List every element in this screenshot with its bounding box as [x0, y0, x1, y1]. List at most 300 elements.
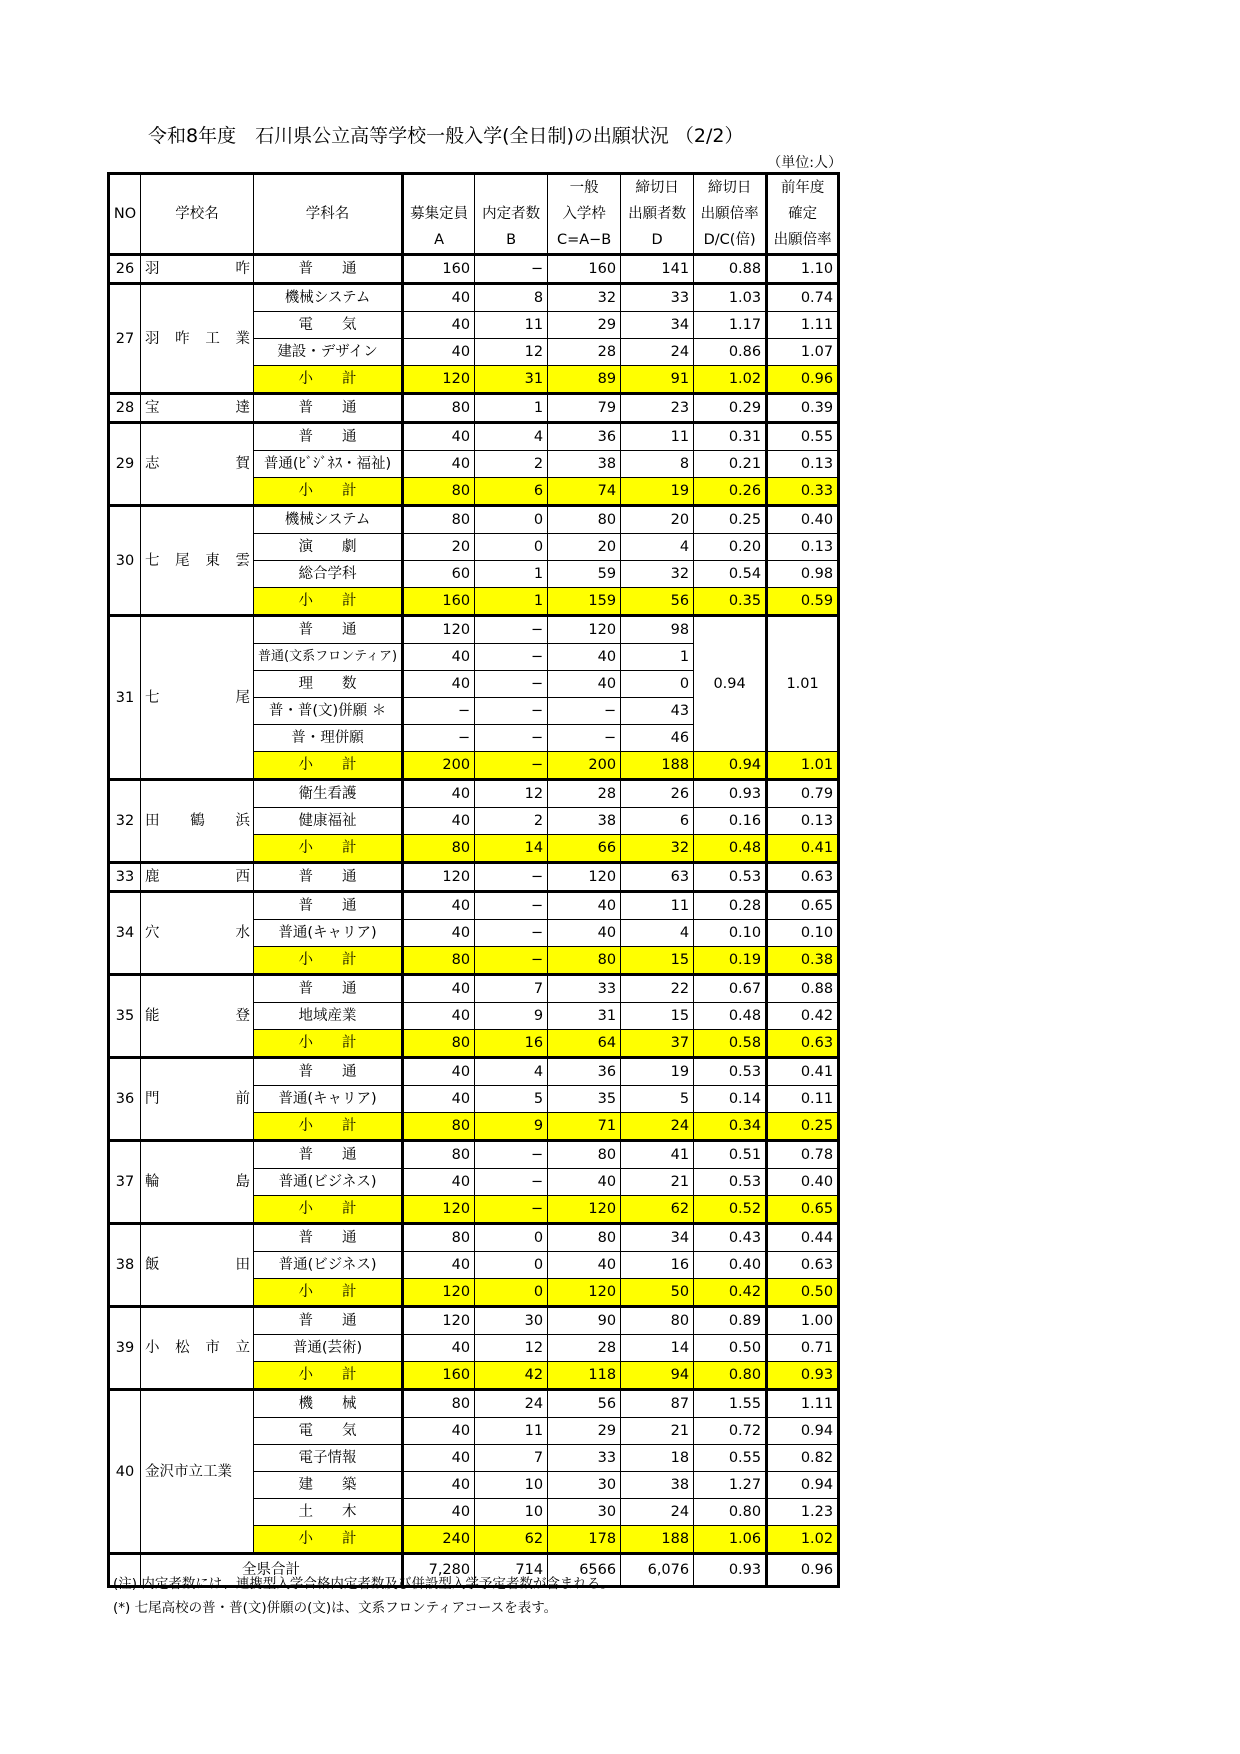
decided-b: 1 [475, 394, 548, 423]
ratio-dc: 1.02 [694, 366, 767, 394]
general-c: 28 [548, 780, 621, 808]
general-c: 66 [548, 835, 621, 863]
decided-b: 0 [475, 1224, 548, 1252]
general-c: 120 [548, 1279, 621, 1307]
decided-b: 1 [475, 588, 548, 616]
decided-b: 7 [475, 975, 548, 1003]
prev-ratio: 0.10 [767, 920, 839, 947]
table-row [109, 284, 839, 312]
decided-b: 12 [475, 780, 548, 808]
school-name-char: 尾 [175, 552, 190, 569]
prev-ratio: 0.59 [767, 588, 839, 616]
decided-b: 12 [475, 339, 548, 366]
ratio-dc: 0.53 [694, 1058, 767, 1086]
applicants-d: 43 [621, 698, 694, 725]
ratio-dc: 1.06 [694, 1526, 767, 1554]
school-name-char: 田 [145, 813, 160, 829]
school-no: 27 [109, 284, 141, 394]
general-c: 30 [548, 1499, 621, 1526]
decided-b: 12 [475, 1335, 548, 1362]
notes [113, 1572, 614, 1620]
ratio-dc: 0.93 [694, 780, 767, 808]
decided-b: − [475, 1169, 548, 1196]
school-no: 26 [109, 255, 141, 284]
table-row [109, 1058, 839, 1086]
decided-b: − [475, 947, 548, 975]
prev-ratio: 0.25 [767, 1113, 839, 1141]
general-c: 40 [548, 920, 621, 947]
decided-b: 16 [475, 1030, 548, 1058]
decided-b: 24 [475, 1390, 548, 1418]
general-c: 80 [548, 506, 621, 534]
ratio-dc: 0.21 [694, 451, 767, 478]
header-row [109, 174, 839, 255]
dept-name: 電子情報 [254, 1445, 403, 1472]
school-name-char: 尾 [235, 689, 250, 706]
general-c: 178 [548, 1526, 621, 1554]
decided-b: 5 [475, 1086, 548, 1113]
school-name-char: 島 [235, 1174, 250, 1190]
decided-b: 9 [475, 1003, 548, 1030]
applicants-d: 41 [621, 1141, 694, 1169]
general-c: 80 [548, 1224, 621, 1252]
dept-name: 総合学科 [254, 561, 403, 588]
dept-name: 普・理併願 [254, 725, 403, 752]
decided-b: 31 [475, 366, 548, 394]
ratio-dc: 0.51 [694, 1141, 767, 1169]
dept-name: 小 計 [254, 1030, 403, 1058]
school-name-char: 東 [205, 552, 220, 569]
header-dept: 学科名 [254, 174, 403, 255]
general-c: 80 [548, 1141, 621, 1169]
decided-b: 4 [475, 423, 548, 451]
prev-ratio: 0.71 [767, 1335, 839, 1362]
decided-b: − [475, 644, 548, 671]
decided-b: 11 [475, 312, 548, 339]
table-row [109, 892, 839, 920]
applicants-d: 6 [621, 808, 694, 835]
dept-name: 小 計 [254, 835, 403, 863]
school-name-char: 水 [235, 925, 250, 941]
capacity-a: 40 [403, 1252, 475, 1279]
prev-ratio: 1.10 [767, 255, 839, 284]
capacity-a: 120 [403, 1279, 475, 1307]
prev-ratio: 1.23 [767, 1499, 839, 1526]
applicants-d: 1 [621, 644, 694, 671]
prev-ratio: 1.01 [767, 752, 839, 780]
prev-ratio: 0.94 [767, 1418, 839, 1445]
decided-b: 62 [475, 1526, 548, 1554]
header-capacity: 募集定員 A [403, 174, 475, 255]
decided-b: 11 [475, 1418, 548, 1445]
general-c: 30 [548, 1472, 621, 1499]
applicants-d: 23 [621, 394, 694, 423]
applicants-d: 11 [621, 892, 694, 920]
capacity-a: 80 [403, 947, 475, 975]
header-ratio: 締切日 出願倍率 D/C(倍) [694, 174, 767, 255]
header-general: 一般 入学枠 C=A−B [548, 174, 621, 255]
dept-name: 機 械 [254, 1390, 403, 1418]
ratio-dc: 0.48 [694, 1003, 767, 1030]
prev-ratio: 0.11 [767, 1086, 839, 1113]
decided-b: 7 [475, 1445, 548, 1472]
school-name-char: 市 [205, 1340, 220, 1356]
applicants-d: 24 [621, 1499, 694, 1526]
general-c: 20 [548, 534, 621, 561]
capacity-a: 40 [403, 1335, 475, 1362]
school-no: 34 [109, 892, 141, 975]
capacity-a: 40 [403, 1499, 475, 1526]
dept-name: 普 通 [254, 892, 403, 920]
table-row [109, 780, 839, 808]
school-name [141, 1307, 254, 1390]
capacity-a: 40 [403, 1169, 475, 1196]
general-c: 28 [548, 339, 621, 366]
dept-name: 普 通 [254, 394, 403, 423]
table-row [109, 255, 839, 284]
capacity-a: 80 [403, 1113, 475, 1141]
general-c: − [548, 725, 621, 752]
prev-ratio: 1.00 [767, 1307, 839, 1335]
school-name-char: 西 [235, 869, 250, 885]
applicants-d: 63 [621, 863, 694, 892]
general-c: 71 [548, 1113, 621, 1141]
applicants-d: 56 [621, 588, 694, 616]
prev-ratio: 0.50 [767, 1279, 839, 1307]
prev-ratio: 0.96 [767, 366, 839, 394]
school-name-char: 羽 [145, 261, 160, 277]
decided-b: 14 [475, 835, 548, 863]
general-c: 29 [548, 1418, 621, 1445]
table-row [109, 423, 839, 451]
decided-b: 6 [475, 478, 548, 506]
general-c: 79 [548, 394, 621, 423]
header-prev-ratio: 前年度 確定 出願倍率 [767, 174, 839, 255]
prev-ratio: 0.13 [767, 451, 839, 478]
school-name-char: 前 [235, 1091, 250, 1107]
decided-b: 2 [475, 451, 548, 478]
applicants-d: 0 [621, 671, 694, 698]
table-row [109, 863, 839, 892]
school-no: 33 [109, 863, 141, 892]
dept-name: 普 通 [254, 863, 403, 892]
prev-ratio: 1.11 [767, 1390, 839, 1418]
capacity-a: 40 [403, 1445, 475, 1472]
school-no: 35 [109, 975, 141, 1058]
dept-name: 普通(ﾋﾞｼﾞﾈｽ・福祉) [254, 451, 403, 478]
dept-name: 普通(芸術) [254, 1335, 403, 1362]
capacity-a: 80 [403, 1390, 475, 1418]
header-no: NO [109, 174, 141, 255]
decided-b: 42 [475, 1362, 548, 1390]
capacity-a: 20 [403, 534, 475, 561]
capacity-a: 40 [403, 1418, 475, 1445]
prev-ratio: 1.11 [767, 312, 839, 339]
applicants-d: 22 [621, 975, 694, 1003]
general-c: 28 [548, 1335, 621, 1362]
dept-name: 普 通 [254, 1307, 403, 1335]
prev-ratio: 1.07 [767, 339, 839, 366]
school-no: 36 [109, 1058, 141, 1141]
school-name [141, 394, 254, 423]
school-no: 37 [109, 1141, 141, 1224]
prev-ratio: 0.82 [767, 1445, 839, 1472]
table-row [109, 1224, 839, 1252]
ratio-dc: 0.34 [694, 1113, 767, 1141]
capacity-a: 80 [403, 835, 475, 863]
general-c: 40 [548, 892, 621, 920]
ratio-dc: 0.94 [694, 752, 767, 780]
prev-ratio: 0.98 [767, 561, 839, 588]
dept-name: 電 気 [254, 312, 403, 339]
school-name [141, 1058, 254, 1141]
applicants-d: 15 [621, 1003, 694, 1030]
school-name-char: 鶴 [190, 813, 205, 829]
total-prev: 0.96 [767, 1554, 839, 1587]
applicants-d: 46 [621, 725, 694, 752]
header-decided: 内定者数 B [475, 174, 548, 255]
total-b: 714 [475, 1554, 548, 1587]
dept-name: 普 通 [254, 255, 403, 284]
ratio-dc: 0.35 [694, 588, 767, 616]
school-name [141, 1390, 254, 1554]
decided-b: − [475, 1196, 548, 1224]
capacity-a: 240 [403, 1526, 475, 1554]
applicants-d: 98 [621, 616, 694, 644]
ratio-dc: 0.29 [694, 394, 767, 423]
dept-name: 土 木 [254, 1499, 403, 1526]
dept-name: 小 計 [254, 1196, 403, 1224]
applicants-d: 32 [621, 561, 694, 588]
school-name-char: 穴 [145, 925, 160, 941]
ratio-dc: 0.52 [694, 1196, 767, 1224]
dept-name: 機械システム [254, 506, 403, 534]
decided-b: 0 [475, 534, 548, 561]
table-row [109, 1307, 839, 1335]
dept-name: 地域産業 [254, 1003, 403, 1030]
capacity-a: 40 [403, 644, 475, 671]
dept-name: 理 数 [254, 671, 403, 698]
dept-name: 普 通 [254, 975, 403, 1003]
school-name-char: 雲 [235, 552, 250, 569]
prev-ratio: 0.63 [767, 1252, 839, 1279]
applicants-d: 91 [621, 366, 694, 394]
ratio-dc: 0.50 [694, 1335, 767, 1362]
capacity-a: 40 [403, 339, 475, 366]
school-name [141, 423, 254, 506]
school-name-char: 七 [145, 552, 160, 569]
school-name-char: 鹿 [145, 869, 160, 885]
school-name-char: 田 [235, 1257, 250, 1273]
capacity-a: − [403, 725, 475, 752]
applicants-d: 19 [621, 478, 694, 506]
total-ratio: 0.93 [694, 1554, 767, 1587]
general-c: 38 [548, 808, 621, 835]
dept-name: 電 気 [254, 1418, 403, 1445]
general-c: 56 [548, 1390, 621, 1418]
dept-name: 小 計 [254, 947, 403, 975]
capacity-a: 40 [403, 1003, 475, 1030]
ratio-dc: 0.67 [694, 975, 767, 1003]
capacity-a: 40 [403, 920, 475, 947]
general-c: 33 [548, 975, 621, 1003]
dept-name: 普 通 [254, 423, 403, 451]
dept-name: 普 通 [254, 616, 403, 644]
general-c: 120 [548, 863, 621, 892]
capacity-a: − [403, 698, 475, 725]
applicants-d: 34 [621, 312, 694, 339]
decided-b: − [475, 255, 548, 284]
ratio-dc: 0.89 [694, 1307, 767, 1335]
note-2: (*) 七尾高校の普・普(文)併願の(文)は、文系フロンティアコースを表す。 [113, 1600, 558, 1616]
prev-ratio: 0.13 [767, 808, 839, 835]
applicants-d: 4 [621, 534, 694, 561]
dept-name: 普通(ビジネス) [254, 1252, 403, 1279]
school-name-char: 金沢市立工業 [145, 1463, 232, 1480]
school-name-char: 能 [145, 1008, 160, 1024]
applicants-d: 34 [621, 1224, 694, 1252]
school-name [141, 1141, 254, 1224]
applicants-d: 21 [621, 1169, 694, 1196]
school-name-char: 門 [145, 1091, 160, 1107]
table-row [109, 506, 839, 534]
capacity-a: 40 [403, 808, 475, 835]
school-name-char: 志 [145, 456, 160, 472]
school-name-char: 宝 [145, 400, 160, 416]
applicants-d: 14 [621, 1335, 694, 1362]
prev-ratio: 0.65 [767, 1196, 839, 1224]
table-row [109, 616, 839, 644]
ratio-dc: 1.03 [694, 284, 767, 312]
general-c: 36 [548, 1058, 621, 1086]
decided-b: 2 [475, 808, 548, 835]
decided-b: − [475, 752, 548, 780]
capacity-a: 80 [403, 394, 475, 423]
school-name [141, 975, 254, 1058]
ratio-merged: 0.94 [694, 616, 767, 752]
dept-name: 普・普(文)併願 ＊ [254, 698, 403, 725]
general-c: 35 [548, 1086, 621, 1113]
decided-b: − [475, 725, 548, 752]
applicants-d: 26 [621, 780, 694, 808]
capacity-a: 40 [403, 892, 475, 920]
decided-b: 1 [475, 561, 548, 588]
applicants-d: 15 [621, 947, 694, 975]
prev-ratio: 0.79 [767, 780, 839, 808]
general-c: 40 [548, 644, 621, 671]
prev-ratio: 0.63 [767, 1030, 839, 1058]
applicants-d: 37 [621, 1030, 694, 1058]
ratio-dc: 0.58 [694, 1030, 767, 1058]
capacity-a: 120 [403, 1307, 475, 1335]
ratio-dc: 0.28 [694, 892, 767, 920]
dept-name: 小 計 [254, 1113, 403, 1141]
ratio-dc: 0.42 [694, 1279, 767, 1307]
decided-b: 0 [475, 506, 548, 534]
total-a: 7,280 [403, 1554, 475, 1587]
capacity-a: 80 [403, 1141, 475, 1169]
capacity-a: 120 [403, 616, 475, 644]
table-row [109, 394, 839, 423]
capacity-a: 80 [403, 478, 475, 506]
dept-name: 演 劇 [254, 534, 403, 561]
general-c: 80 [548, 947, 621, 975]
prev-ratio: 0.13 [767, 534, 839, 561]
school-name-char: 工 [205, 330, 220, 347]
capacity-a: 120 [403, 863, 475, 892]
school-name [141, 616, 254, 780]
school-no: 28 [109, 394, 141, 423]
prev-ratio: 0.40 [767, 506, 839, 534]
applicants-d: 24 [621, 339, 694, 366]
general-c: 118 [548, 1362, 621, 1390]
ratio-dc: 0.40 [694, 1252, 767, 1279]
decided-b: − [475, 920, 548, 947]
capacity-a: 80 [403, 1224, 475, 1252]
general-c: − [548, 698, 621, 725]
school-name-char: 飯 [145, 1257, 160, 1273]
general-c: 32 [548, 284, 621, 312]
school-name [141, 506, 254, 616]
title-part: （2/2） [674, 125, 744, 147]
prev-ratio: 0.44 [767, 1224, 839, 1252]
ratio-dc: 0.43 [694, 1224, 767, 1252]
decided-b: 10 [475, 1472, 548, 1499]
prev-ratio: 0.78 [767, 1141, 839, 1169]
applicants-d: 94 [621, 1362, 694, 1390]
ratio-dc: 0.31 [694, 423, 767, 451]
prev-ratio: 0.33 [767, 478, 839, 506]
capacity-a: 160 [403, 255, 475, 284]
capacity-a: 80 [403, 1030, 475, 1058]
school-no: 30 [109, 506, 141, 616]
capacity-a: 40 [403, 451, 475, 478]
page-title [148, 121, 744, 148]
table-row [109, 1141, 839, 1169]
school-name-char: 咋 [175, 330, 190, 347]
general-c: 40 [548, 1169, 621, 1196]
capacity-a: 40 [403, 1086, 475, 1113]
applicants-d: 87 [621, 1390, 694, 1418]
ratio-dc: 0.14 [694, 1086, 767, 1113]
prev-ratio: 0.88 [767, 975, 839, 1003]
prev-ratio: 0.65 [767, 892, 839, 920]
total-label: 全県合計 [141, 1554, 403, 1587]
applicants-d: 4 [621, 920, 694, 947]
applicants-d: 141 [621, 255, 694, 284]
applicants-d: 19 [621, 1058, 694, 1086]
school-name-char: 咋 [235, 261, 250, 277]
decided-b: 30 [475, 1307, 548, 1335]
school-no: 32 [109, 780, 141, 863]
header-applicants: 締切日 出願者数 D [621, 174, 694, 255]
ratio-dc: 1.55 [694, 1390, 767, 1418]
general-c: 120 [548, 616, 621, 644]
ratio-dc: 0.54 [694, 561, 767, 588]
applicants-d: 11 [621, 423, 694, 451]
general-c: 74 [548, 478, 621, 506]
prev-ratio: 0.41 [767, 835, 839, 863]
school-name [141, 780, 254, 863]
applications-table [107, 172, 840, 1588]
school-name-char: 業 [235, 330, 250, 347]
header-school: 学校名 [141, 174, 254, 255]
ratio-dc: 0.10 [694, 920, 767, 947]
ratio-dc: 0.25 [694, 506, 767, 534]
general-c: 29 [548, 312, 621, 339]
school-name [141, 892, 254, 975]
applicants-d: 18 [621, 1445, 694, 1472]
